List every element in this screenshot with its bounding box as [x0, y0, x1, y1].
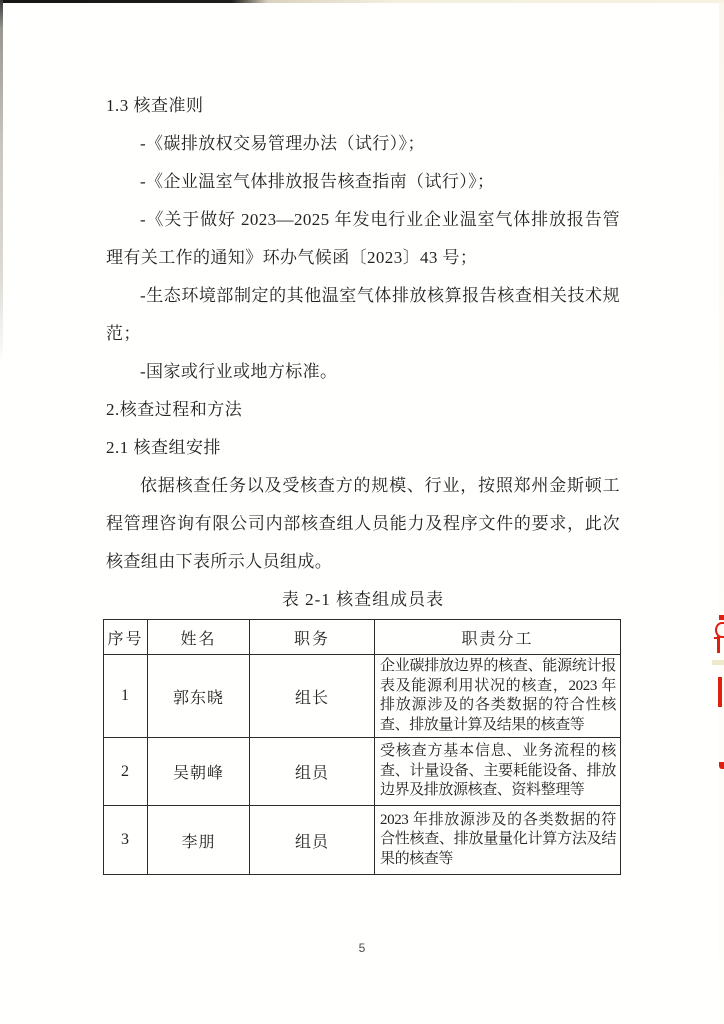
cell-no: 1: [104, 655, 148, 738]
cell-role: 组长: [250, 655, 375, 738]
cell-name: 吴朝峰: [148, 738, 250, 806]
cell-duty: 企业碳排放边界的核查、能源统计报表及能源利用状况的核查，2023 年排放源涉及的各类数据的符合性核查、排放量计算及结果的核查等: [375, 655, 621, 738]
scan-edge-right: [719, 0, 724, 1024]
column-header-no: 序号: [104, 620, 148, 655]
scan-smudge: [712, 660, 724, 665]
section-1-3-heading: 1.3 核查准则: [106, 96, 204, 115]
section-2-1-heading: 2.1 核查组安排: [106, 438, 221, 457]
cell-duty: 2023 年排放源涉及的各类数据的符合性核查、排放量量化计算方法及结果的核查等: [375, 806, 621, 875]
verification-team-table: [103, 619, 621, 875]
cell-no: 3: [104, 806, 148, 875]
table-row: [104, 806, 621, 875]
cell-name: 郭东晓: [148, 655, 250, 738]
table-caption: 表 2-1 核查组成员表: [281, 590, 445, 609]
red-pen-mark-stroke: [717, 636, 720, 653]
document-content: [106, 87, 620, 875]
column-header-role: 职务: [250, 620, 375, 655]
column-header-duty: 职责分工: [375, 620, 621, 655]
criteria-item-3: -《关于做好 2023—2025 年发电行业企业温室气体排放报告管理有关工作的通知》环办气候函〔2023〕43 号；: [106, 210, 620, 267]
criteria-item-5: -国家或行业或地方标准。: [140, 362, 338, 381]
cell-role: 组员: [250, 738, 375, 806]
cell-name: 李朋: [148, 806, 250, 875]
criteria-item-1: -《碳排放权交易管理办法（试行）》；: [140, 134, 425, 153]
table-header-row: [104, 620, 621, 655]
table-row: [104, 655, 621, 738]
scan-edge-left: [0, 0, 3, 365]
table-row: [104, 738, 621, 806]
red-pen-mark-hook: [719, 762, 724, 769]
criteria-item-2: -《企业温室气体排放报告核查指南（试行）》；: [140, 172, 495, 191]
criteria-item-4: -生态环境部制定的其他温室气体排放核算报告核查相关技术规范；: [106, 286, 620, 343]
cell-duty: 受核查方基本信息、业务流程的核查、计量设备、主要耗能设备、排放边界及排放源核查、资料整理等: [375, 738, 621, 806]
page-number: 5: [358, 941, 366, 955]
scan-edge-top: [0, 0, 724, 3]
intro-paragraph: 依据核查任务以及受核查方的规模、行业，按照郑州金斯顿工程管理咨询有限公司内部核查组人员能力及程序文件的要求，此次核查组由下表所示人员组成。: [106, 476, 620, 571]
red-pen-mark-dot: [719, 615, 724, 620]
cell-no: 2: [104, 738, 148, 806]
cell-role: 组员: [250, 806, 375, 875]
section-2-heading: 2.核查过程和方法: [106, 400, 243, 419]
column-header-name: 姓名: [148, 620, 250, 655]
red-pen-mark-line: [718, 677, 722, 707]
